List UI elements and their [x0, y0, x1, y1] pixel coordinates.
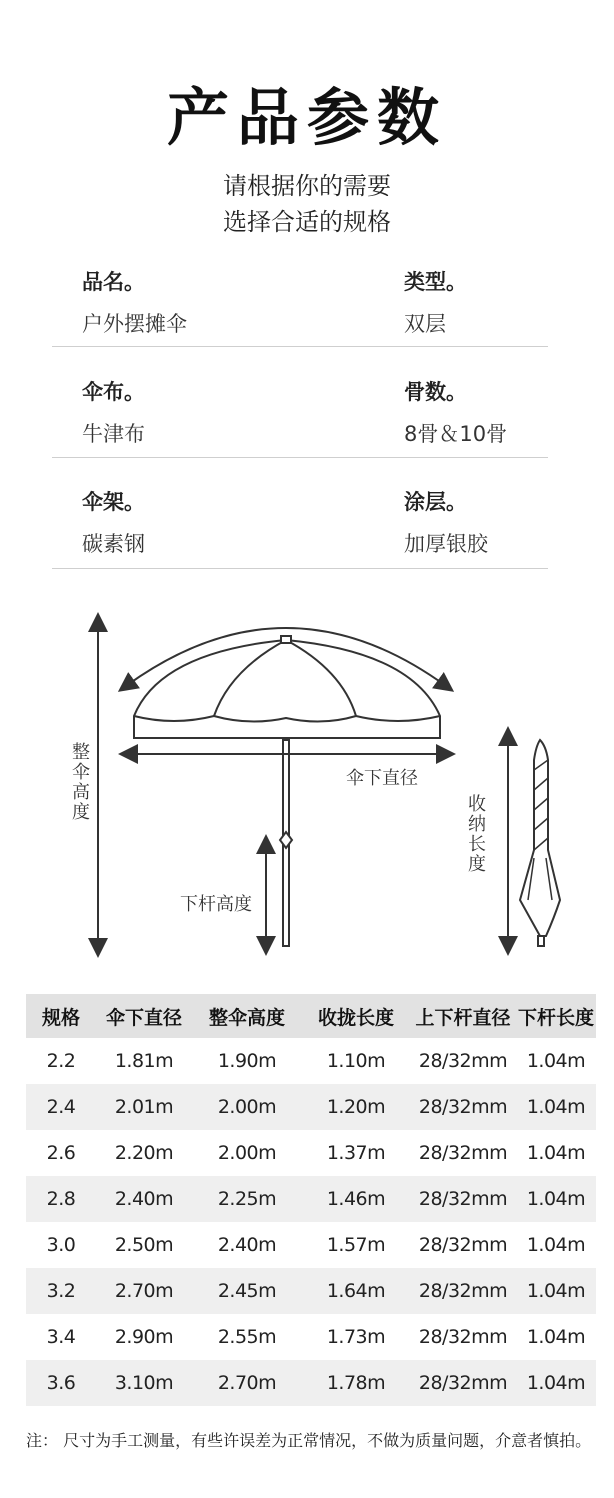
table-cell: 2.70m: [114, 1280, 174, 1302]
table-cell: 2.00m: [217, 1142, 277, 1164]
param-value: 碳素钢: [82, 532, 145, 556]
table-cell: 3.4: [46, 1326, 76, 1348]
diameter-label: 伞下直径: [346, 768, 418, 789]
table-cell: 28/32mm: [418, 1280, 508, 1302]
table-cell: 28/32mm: [418, 1234, 508, 1256]
table-cell: 2.25m: [217, 1188, 277, 1210]
table-cell: 28/32mm: [418, 1050, 508, 1072]
lower-pole-label: 下杆高度: [180, 894, 252, 915]
table-cell: 2.40m: [114, 1188, 174, 1210]
table-cell: 2.01m: [114, 1096, 174, 1118]
table-cell: 2.70m: [217, 1372, 277, 1394]
param-label: 伞布。: [82, 380, 145, 404]
umbrella-diagram: [0, 600, 614, 970]
param-value: 加厚银胶: [404, 532, 488, 556]
table-cell: 1.37m: [326, 1142, 386, 1164]
divider: [52, 457, 548, 458]
table-cell: 2.20m: [114, 1142, 174, 1164]
table-cell: 2.8: [46, 1188, 76, 1210]
param-label: 品名。: [82, 270, 145, 294]
table-cell: 1.10m: [326, 1050, 386, 1072]
table-cell: 3.0: [46, 1234, 76, 1256]
table-cell: 3.6: [46, 1372, 76, 1394]
table-cell: 1.64m: [326, 1280, 386, 1302]
table-cell: 1.81m: [114, 1050, 174, 1072]
table-cell: 1.90m: [217, 1050, 277, 1072]
footnote: 注： 尺寸为手工测量，有些许误差为正常情况，不做为质量问题，介意者慎拍。: [26, 1431, 592, 1450]
table-cell: 2.90m: [114, 1326, 174, 1348]
table-cell: 1.04m: [526, 1188, 586, 1210]
table-cell: 28/32mm: [418, 1142, 508, 1164]
table-cell: 28/32mm: [418, 1372, 508, 1394]
table-row: [26, 1360, 596, 1406]
table-row: [26, 1084, 596, 1130]
subtitle-line-1: 请根据你的需要: [223, 172, 391, 200]
table-body: [26, 1038, 596, 1406]
table-row: [26, 1038, 596, 1084]
column-header: 收拢长度: [317, 1006, 394, 1029]
table-cell: 2.55m: [217, 1326, 277, 1348]
table-cell: 2.45m: [217, 1280, 277, 1302]
umbrella-illustration: [0, 600, 614, 970]
table-header: [26, 994, 596, 1038]
folded-umbrella: [520, 740, 560, 936]
column-header: 整伞高度: [208, 1006, 285, 1029]
table-row: [26, 1176, 596, 1222]
table-cell: 1.73m: [326, 1326, 386, 1348]
param-value: 8骨＆10骨: [404, 422, 508, 446]
table-cell: 2.4: [46, 1096, 76, 1118]
total-height-label: 整伞高度: [69, 742, 90, 822]
param-label: 骨数。: [404, 380, 467, 404]
table-cell: 28/32mm: [418, 1188, 508, 1210]
divider: [52, 346, 548, 347]
table-cell: 2.00m: [217, 1096, 277, 1118]
table-cell: 1.04m: [526, 1050, 586, 1072]
column-header: 下杆长度: [517, 1006, 594, 1029]
table-row: [26, 1314, 596, 1360]
table-cell: 1.04m: [526, 1372, 586, 1394]
table-row: [26, 1130, 596, 1176]
table-cell: 2.2: [46, 1050, 76, 1072]
table-cell: 1.46m: [326, 1188, 386, 1210]
table-cell: 1.04m: [526, 1142, 586, 1164]
table-cell: 28/32mm: [418, 1096, 508, 1118]
param-value: 双层: [404, 312, 446, 336]
column-header: 伞下直径: [105, 1006, 182, 1029]
param-label: 类型。: [404, 270, 467, 294]
param-value: 户外摆摊伞: [82, 312, 187, 336]
column-header: 上下杆直径: [415, 1006, 511, 1029]
spec-table: [26, 994, 596, 1406]
table-cell: 1.04m: [526, 1096, 586, 1118]
table-cell: 1.20m: [326, 1096, 386, 1118]
table-cell: 3.2: [46, 1280, 76, 1302]
column-header: 规格: [41, 1006, 80, 1029]
param-label: 涂层。: [404, 490, 467, 514]
table-cell: 1.78m: [326, 1372, 386, 1394]
table-cell: 1.04m: [526, 1280, 586, 1302]
table-cell: 1.04m: [526, 1234, 586, 1256]
subtitle-line-2: 选择合适的规格: [223, 208, 391, 236]
table-cell: 2.40m: [217, 1234, 277, 1256]
table-cell: 1.57m: [326, 1234, 386, 1256]
page-title: 产品参数: [166, 81, 447, 154]
folded-length-label: 收纳长度: [465, 794, 486, 874]
table-cell: 3.10m: [114, 1372, 174, 1394]
param-value: 牛津布: [82, 422, 145, 446]
table-cell: 1.04m: [526, 1326, 586, 1348]
table-row: [26, 1222, 596, 1268]
table-cell: 2.6: [46, 1142, 76, 1164]
param-label: 伞架。: [82, 490, 145, 514]
table-row: [26, 1268, 596, 1314]
table-cell: 28/32mm: [418, 1326, 508, 1348]
divider: [52, 568, 548, 569]
table-cell: 2.50m: [114, 1234, 174, 1256]
